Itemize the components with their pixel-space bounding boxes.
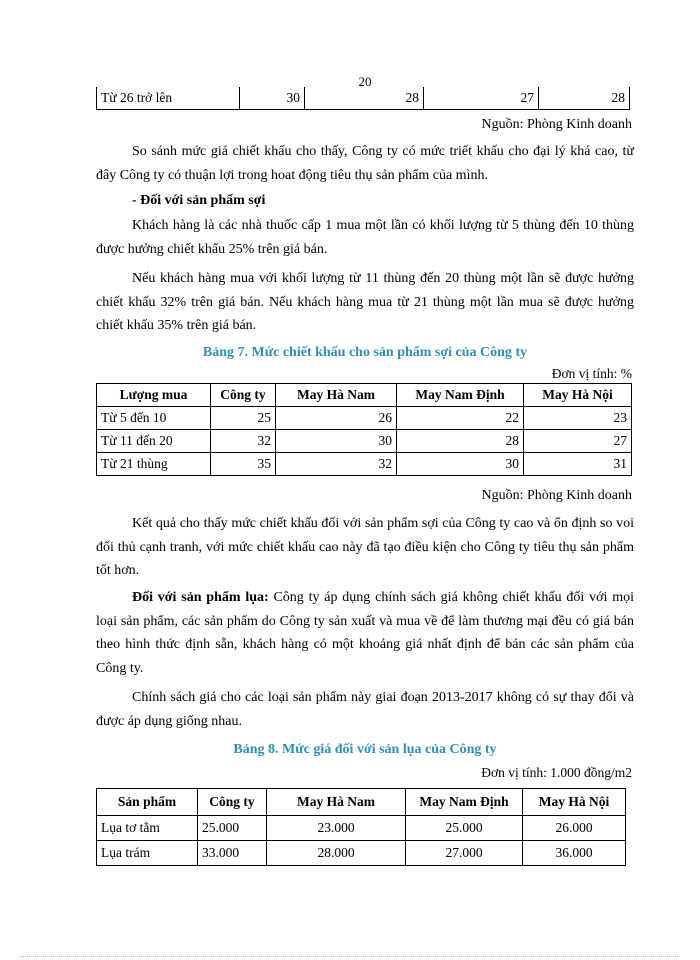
column-header: Lượng mua xyxy=(97,384,211,407)
table-cell: 23.000 xyxy=(267,816,406,841)
table-cell: 36.000 xyxy=(523,841,626,866)
table-cell: 33.000 xyxy=(198,841,267,866)
page-number: 20 xyxy=(358,74,372,89)
paragraph: Khách hàng là các nhà thuốc cấp 1 mua một lần có khối lượng từ 5 thùng đến 10 thùng được hưởng chiết khấu 25% trên giá bán. xyxy=(96,218,634,257)
table-cell: 28 xyxy=(539,87,630,110)
unit-label: Đơn vị tính: 1.000 đồng/m2 xyxy=(481,765,632,780)
table-cell: 32 xyxy=(211,430,276,453)
column-header: Công ty xyxy=(211,384,276,407)
column-header: May Hà Nam xyxy=(276,384,397,407)
table-cell: 22 xyxy=(397,407,524,430)
table-cell: 27 xyxy=(424,87,539,110)
paragraph: Chính sách giá cho các loại sản phẩm này giai đoạn 2013-2017 không có sự thay đổi và được áp dụng giống nhau. xyxy=(96,690,634,729)
table-cell: 25.000 xyxy=(406,816,523,841)
table-caption: Bảng 8. Mức giá đối với sản lụa của Công ty xyxy=(233,742,497,757)
table-cell: Từ 26 trở lên xyxy=(97,87,240,110)
table-caption: Bảng 7. Mức chiết khấu cho sản phẩm sợi của Công ty xyxy=(202,345,528,360)
paragraph-bold-lead: Đối với sản phẩm lụa: xyxy=(132,590,269,605)
column-header: May Hà Nam xyxy=(267,789,406,816)
table-cell: Lụa tơ tằm xyxy=(97,816,198,841)
table-row xyxy=(97,430,632,453)
table-cell: 30 xyxy=(240,87,305,110)
table-cell: 30 xyxy=(276,430,397,453)
source-note: Nguồn: Phòng Kinh doanh xyxy=(481,117,632,132)
paragraph: Kết quả cho thấy mức chiết khấu đối với sản phẩm sợi của Công ty cao và ổn định so voi đối thủ cạnh tranh, với mức chiết khấu cao này đã tạo điều kiện cho Công ty tiêu thụ sản phẩm tốt hơn. xyxy=(96,516,634,578)
column-header: May Hà Nội xyxy=(524,384,632,407)
table-cell: 32 xyxy=(276,453,397,476)
table-cell: Từ 21 thùng xyxy=(97,453,211,476)
table-cell: 28 xyxy=(305,87,424,110)
table-cell: 26.000 xyxy=(523,816,626,841)
discount-table xyxy=(96,383,632,476)
source-note: Nguồn: Phòng Kinh doanh xyxy=(481,488,632,503)
table-cell: Lụa trám xyxy=(97,841,198,866)
column-header: May Nam Định xyxy=(406,789,523,816)
page-bottom-divider xyxy=(20,956,680,957)
table-cell: 25 xyxy=(211,407,276,430)
table-cell: 28 xyxy=(397,430,524,453)
table-cell: 27 xyxy=(524,430,632,453)
paragraph: Nếu khách hàng mua với khối lượng từ 11 thùng đến 20 thùng một lần sẽ được hưởng chiết khấu 32% trên giá bán. Nếu khách hàng mua từ 21 thùng một lần mua sẽ được hưởng chiết khấu 35% trên giá bán. xyxy=(96,271,634,333)
paragraph: So sánh mức giá chiết khấu cho thấy, Công ty có mức triết khấu cho đại lý khá cao, từ đây Công ty có thuận lợi trong hoat động tiêu thụ sản phẩm của mình. xyxy=(96,144,634,183)
column-header: May Nam Định xyxy=(397,384,524,407)
table-cell: Từ 5 đến 10 xyxy=(97,407,211,430)
table-row xyxy=(97,816,626,841)
price-table xyxy=(96,788,626,866)
paragraph-text: Công ty áp dụng chính sách giá không chiết khấu đối với mọi loại sản phẩm, các sản phẩm do Công ty sản xuất và mua về để làm thương mại đều có giá bán theo hình thức định sẵn, khách hàng có một khoảng giá nhất định để bán các sản phẩm của Công ty. xyxy=(96,590,634,676)
table-header-row xyxy=(97,789,626,816)
table-cell: 30 xyxy=(397,453,524,476)
table-cell: 27.000 xyxy=(406,841,523,866)
table-cell: 35 xyxy=(211,453,276,476)
table-cell: 25.000 xyxy=(198,816,267,841)
column-header: May Hà Nội xyxy=(523,789,626,816)
table-header-row xyxy=(97,384,632,407)
table-row xyxy=(97,453,632,476)
table-cell: 26 xyxy=(276,407,397,430)
table-row xyxy=(97,87,630,110)
table-row xyxy=(97,841,626,866)
column-header: Công ty xyxy=(198,789,267,816)
table-cell: Từ 11 đến 20 xyxy=(97,430,211,453)
table-cell: 31 xyxy=(524,453,632,476)
table-cell: 23 xyxy=(524,407,632,430)
column-header: Sản phẩm xyxy=(97,789,198,816)
table6-tail xyxy=(96,87,630,110)
paragraph xyxy=(96,586,634,680)
section-heading: - Đối với sản phẩm sợi xyxy=(132,193,266,208)
table-cell: 28.000 xyxy=(267,841,406,866)
table-row xyxy=(97,407,632,430)
unit-label: Đơn vị tính: % xyxy=(551,366,632,381)
